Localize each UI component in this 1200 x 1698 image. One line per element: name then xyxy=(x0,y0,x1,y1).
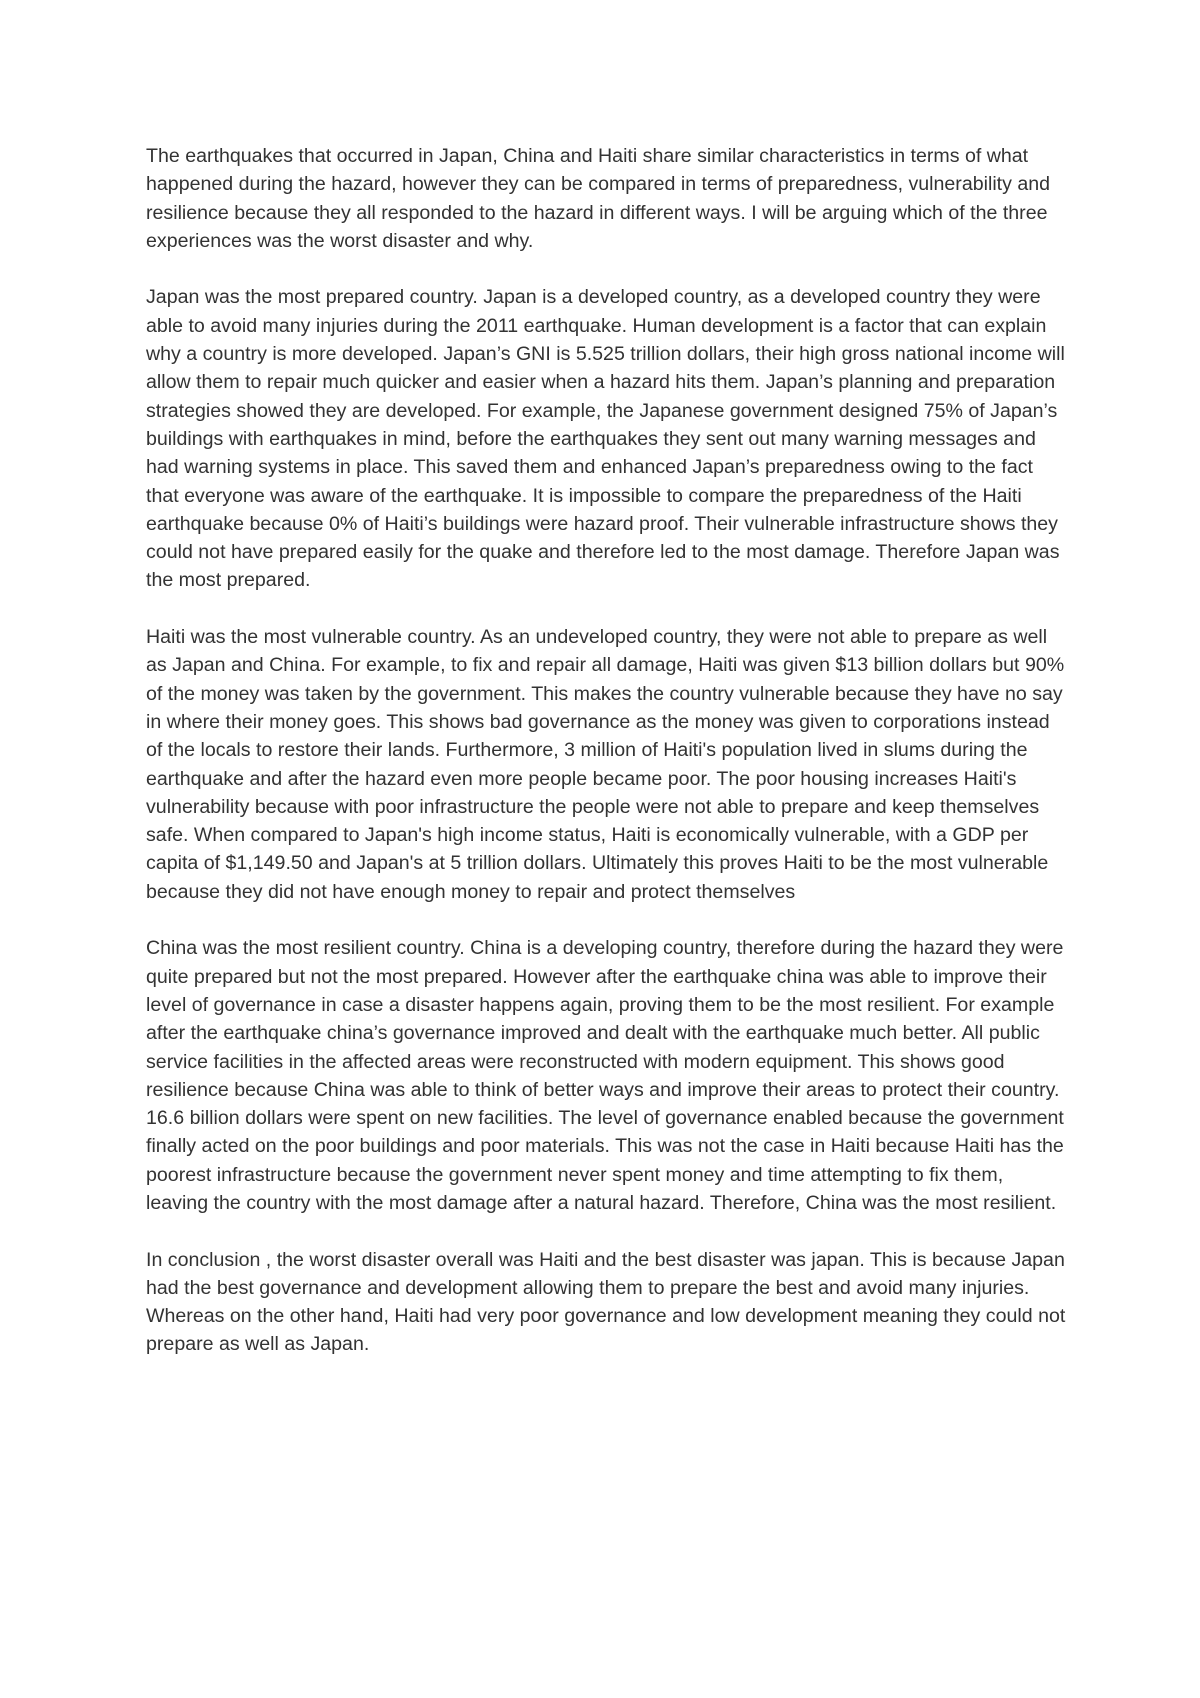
paragraph-haiti-vulnerability: Haiti was the most vulnerable country. As an undeveloped country, they were not able to prepare as well as Japan and China. For example, to fix and repair all damage, Haiti was given $13 billion dollars but 90% of the money was taken by the government. This makes the country vulnerable because they have no say in where their money goes. This shows bad governance as the money was given to corporations instead of the locals to restore their lands. Furthermore, 3 million of Haiti's population lived in slums during the earthquake and after the hazard even more people became poor. The poor housing increases Haiti's vulnerability because with poor infrastructure the people were not able to prepare and keep themselves safe. When compared to Japan's high income status, Haiti is economically vulnerable, with a GDP per capita of $1,149.50 and Japan's at 5 trillion dollars. Ultimately this proves Haiti to be the most vulnerable because they did not have enough money to repair and protect themselves xyxy=(146,626,1065,903)
paragraph-introduction: The earthquakes that occurred in Japan, China and Haiti share similar characteristics in terms of what happened during the hazard, however they can be compared in terms of preparedness, vulnerability and resilience because they all responded to the hazard in different ways. I will be arguing which of the three experiences was the worst disaster and why. xyxy=(146,145,1051,252)
paragraph-conclusion: In conclusion , the worst disaster overall was Haiti and the best disaster was japan. This is because Japan had the best governance and development allowing them to prepare the best and avoid many injuries. Whereas on the other hand, Haiti had very poor governance and low development meaning they could not prepare as well as Japan. xyxy=(146,1248,1066,1356)
document-body xyxy=(146,142,1066,1359)
paragraph-china-resilience: China was the most resilient country. China is a developing country, therefore during the hazard they were quite prepared but not the most prepared. However after the earthquake china was able to improve their level of governance in case a disaster happens again, proving them to be the most resilient. For example after the earthquake china’s governance improved and dealt with the earthquake much better. All public service facilities in the affected areas were reconstructed with modern equipment. This shows good resilience because China was able to think of better ways and improve their areas to protect their country. 16.6 billion dollars were spent on new facilities. The level of governance enabled because the government finally acted on the poor buildings and poor materials. This was not the case in Haiti because Haiti has the poorest infrastructure because the government never spent money and time attempting to fix them, leaving the country with the most damage after a natural hazard. Therefore, China was the most resilient. xyxy=(146,937,1064,1214)
paragraph-japan-preparedness: Japan was the most prepared country. Japan is a developed country, as a developed country they were able to avoid many injuries during the 2011 earthquake. Human development is a factor that can explain why a country is more developed. Japan’s GNI is 5.525 trillion dollars, their high gross national income will allow them to repair much quicker and easier when a hazard hits them. Japan’s planning and preparation strategies showed they are developed. For example, the Japanese government designed 75% of Japan’s buildings with earthquakes in mind, before the earthquakes they sent out many warning messages and had warning systems in place. This saved them and enhanced Japan’s preparedness owing to the fact that everyone was aware of the earthquake. It is impossible to compare the preparedness of the Haiti earthquake because 0% of Haiti’s buildings were hazard proof. Their vulnerable infrastructure shows they could not have prepared easily for the quake and therefore led to the most damage. Therefore Japan was the most prepared. xyxy=(146,286,1065,592)
